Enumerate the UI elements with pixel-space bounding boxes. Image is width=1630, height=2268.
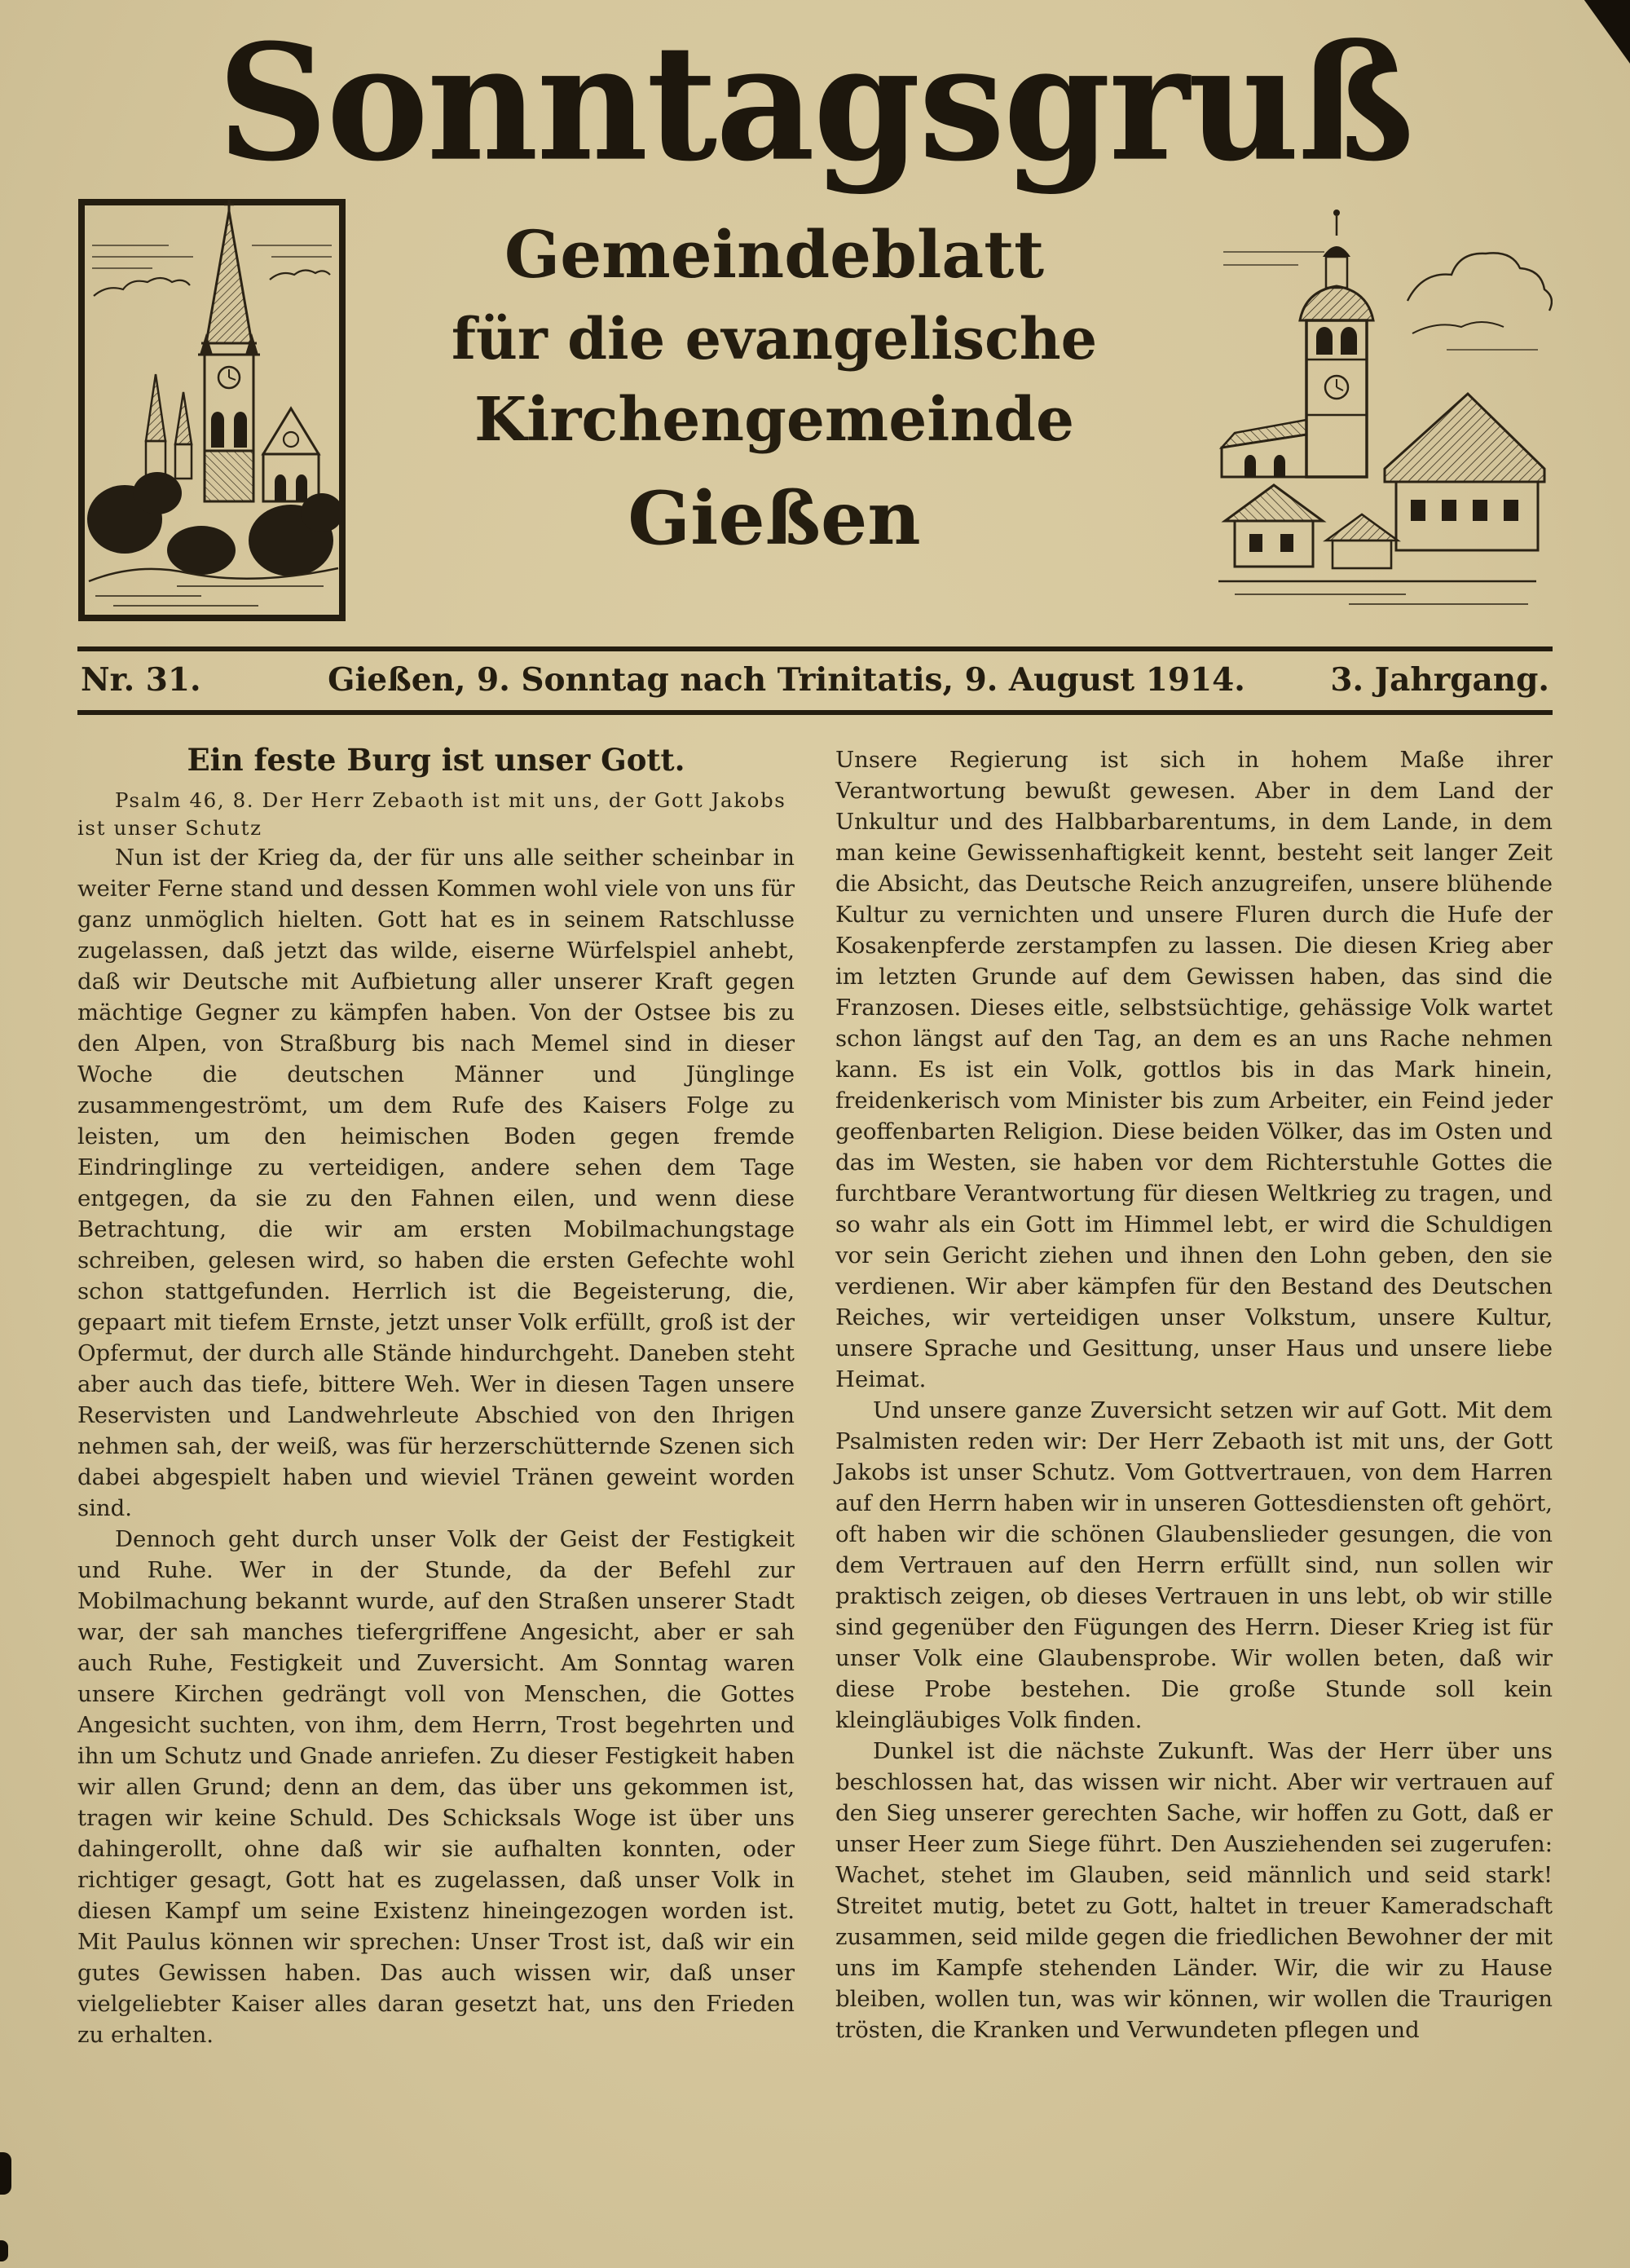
left-column [77, 744, 795, 2050]
masthead-title: Sonntagsgruß [217, 9, 1413, 197]
masthead-row [77, 198, 1553, 625]
dateline [77, 646, 1553, 715]
gothic-church-icon [77, 198, 346, 622]
article-paragraph: Nun ist der Krieg da, der für uns alle seither scheinbar in weiter Ferne stand und dessen Kommen wohl viele von uns für ganz unmöglich hielten. Gott hat es in seinem Ratschlusse zugelassen, daß jetzt das wilde, eiserne Würfelspiel anhebt, daß wir Deutsche mit Aufbietung aller unserer Kraft gegen mächtige Gegner zu kämpfen haben. Von der Ostsee bis zu den Alpen, von Straßburg bis nach Memel sind in dieser Woche die deutschen Männer und Jünglinge zusammengeströmt, um dem Rufe des Kaisers Folge zu leisten, um den heimischen Boden gegen fremde Eindringlinge zu verteidigen, andere sehen dem Tage entgegen, da sie zu den Fahnen eilen, und wenn diese Betrachtung, die wir am ersten Mobilmachungstage schreiben, gelesen wird, so haben die ersten Gefechte wohl schon stattgefunden. Herrlich ist die Begeisterung, die, gepaart mit tiefem Ernste, jetzt unser Volk erfüllt, groß ist der Opfermut, der durch alle Stände hindurchgeht. Daneben steht aber auch das tiefe, bittere Weh. Wer in diesen Tagen unsere Reservisten und Landwehrleute Abschied von den Ihrigen nehmen sah, der weiß, was für herzerschütternde Szenen sich dabei abgespielt haben und wieviel Tränen geweint worden sind. [77, 845, 795, 1522]
masthead-subtitle [366, 198, 1183, 569]
article-paragraph: Und unsere ganze Zuversicht setzen wir auf Gott. Mit dem Psalmisten reden wir: Der Herr Zebaoth ist mit uns, der Gott Jakobs ist unser Schutz. Vom Gottvertrauen, von dem Harren auf den Herrn haben wir in unseren Gottesdiensten oft gehört, oft haben wir die schönen Glaubenslieder gesungen, die von dem Vertrauen auf den Herrn erfüllt sind, nun sollen wir praktisch zeigen, ob dieses Vertrauen in uns lebt, ob wir stille sind gegenüber den Fügungen des Herrn. Dieser Krieg ist für unser Volk eine Glaubensprobe. Wir wollen beten, daß wir diese Probe bestehen. Die große Stunde soll kein kleingläubiges Volk finden. [835, 1397, 1553, 1734]
village-church-woodcut-illustration [1202, 198, 1553, 622]
subtitle-line: Kirchengemeinde [474, 385, 1075, 456]
dateline-place-date: Gießen, 9. Sonntag nach Trinitatis, 9. August 1914. [328, 661, 1245, 699]
subtitle-line: Gemeindeblatt [504, 216, 1045, 293]
masthead [77, 9, 1553, 625]
subtitle-line: für die evangelische [451, 304, 1098, 373]
article-heading: Ein feste Burg ist unser Gott. [187, 742, 685, 779]
volume-number: 3. Jahrgang. [1330, 661, 1549, 699]
article-paragraph: Unsere Regierung ist sich in hohem Maße ihrer Verantwortung bewußt gewesen. Aber in dem Land der Unkultur und des Halbbarbarentums, in dem Lande, in dem man keine Gewissenhaftigkeit kennt, besteht seit langer Zeit die Absicht, das Deutsche Reich anzugreifen, unsere blühende Kultur zu vernichten und unsere Fluren durch die Hufe der Kosakenpferde zerstampfen zu lassen. Die diesen Krieg aber im letzten Grunde auf dem Gewissen haben, das sind die Franzosen. Dieses eitle, selbstsüchtige, gehässige Volk wartet schon längst auf den Tag, an dem es an uns Rache nehmen kann. Es ist ein Volk, gottlos bis in das Mark hinein, freidenkerisch vom Minister bis zum Arbeiter, ein Feind jeder geoffenbarten Religion. Diese beiden Völker, das im Osten und das im Westen, sie haben vor dem Richterstuhle Gottes die furchtbare Verantwortung für diesen Weltkrieg zu tragen, und so wahr als ein Gott im Himmel lebt, er wird die Schuldigen vor sein Gericht ziehen und ihnen den Lohn geben, den sie verdienen. Wir aber kämpfen für den Bestand des Deutschen Reiches, wir verteidigen unser Volkstum, unsere Kultur, unsere Sprache und Gesittung, unser Haus und unsere liebe Heimat. [835, 747, 1553, 1393]
gothic-church-woodcut-illustration [77, 198, 346, 622]
village-church-icon [1202, 198, 1553, 622]
article-paragraph: Dunkel ist die nächste Zukunft. Was der Herr über uns beschlossen hat, das wissen wir nicht. Aber wir vertrauen auf den Sieg unserer gerechten Sache, wir hoffen zu Gott, daß er unser Heer zum Siege führt. Den Ausziehenden sei zugerufen: Wachet, stehet im Glauben, seid männlich und seid stark! Streitet mutig, betet zu Gott, haltet in treuer Kameradschaft zusammen, seid milde gegen die friedlichen Bewohner der mit uns im Kampfe stehenden Länder. Wir, die wir zu Hause bleiben, wollen tun, was wir können, wir wollen die Traurigen trösten, die Kranken und Verwundeten pflegen und [835, 1738, 1553, 2044]
scan-artifact-corner [1571, 0, 1630, 64]
scan-artifact-edge [0, 2152, 11, 2195]
issue-number: Nr. 31. [81, 661, 201, 699]
right-column [835, 744, 1553, 2050]
article-body [77, 744, 1553, 2050]
scripture-reference: Psalm 46, 8. Der Herr Zebaoth ist mit uns, der Gott Jakobs ist unser Schutz [77, 788, 786, 841]
article-paragraph: Dennoch geht durch unser Volk der Geist der Festigkeit und Ruhe. Wer in der Stunde, da der Befehl zur Mobilmachung bekannt wurde, auf den Straßen unserer Stadt war, der sah manches tiefergriffene Angesicht, aber er sah auch Ruhe, Festigkeit und Zuversicht. Am Sonntag waren unsere Kirchen gedrängt voll von Menschen, die Gottes Angesicht suchten, von ihm, dem Herrn, Trost begehrten und ihn um Schutz und Gnade anriefen. Zu dieser Festigkeit haben wir allen Grund; denn an dem, das über uns gekommen ist, tragen wir keine Schuld. Des Schicksals Woge ist über uns dahingerollt, ohne daß wir sie aufhalten konnten, oder richtiger gesagt, Gott hat es zugelassen, daß unser Volk in diesen Kampf um seine Existenz hineingezogen worden ist. Mit Paulus können wir sprechen: Unser Trost ist, daß wir ein gutes Gewissen haben. Das auch wissen wir, daß unser vielgeliebter Kaiser alles daran gesetzt hat, uns den Frieden zu erhalten. [77, 1526, 795, 2049]
scan-artifact-edge [0, 2240, 8, 2261]
subtitle-line: Gießen [628, 475, 921, 563]
